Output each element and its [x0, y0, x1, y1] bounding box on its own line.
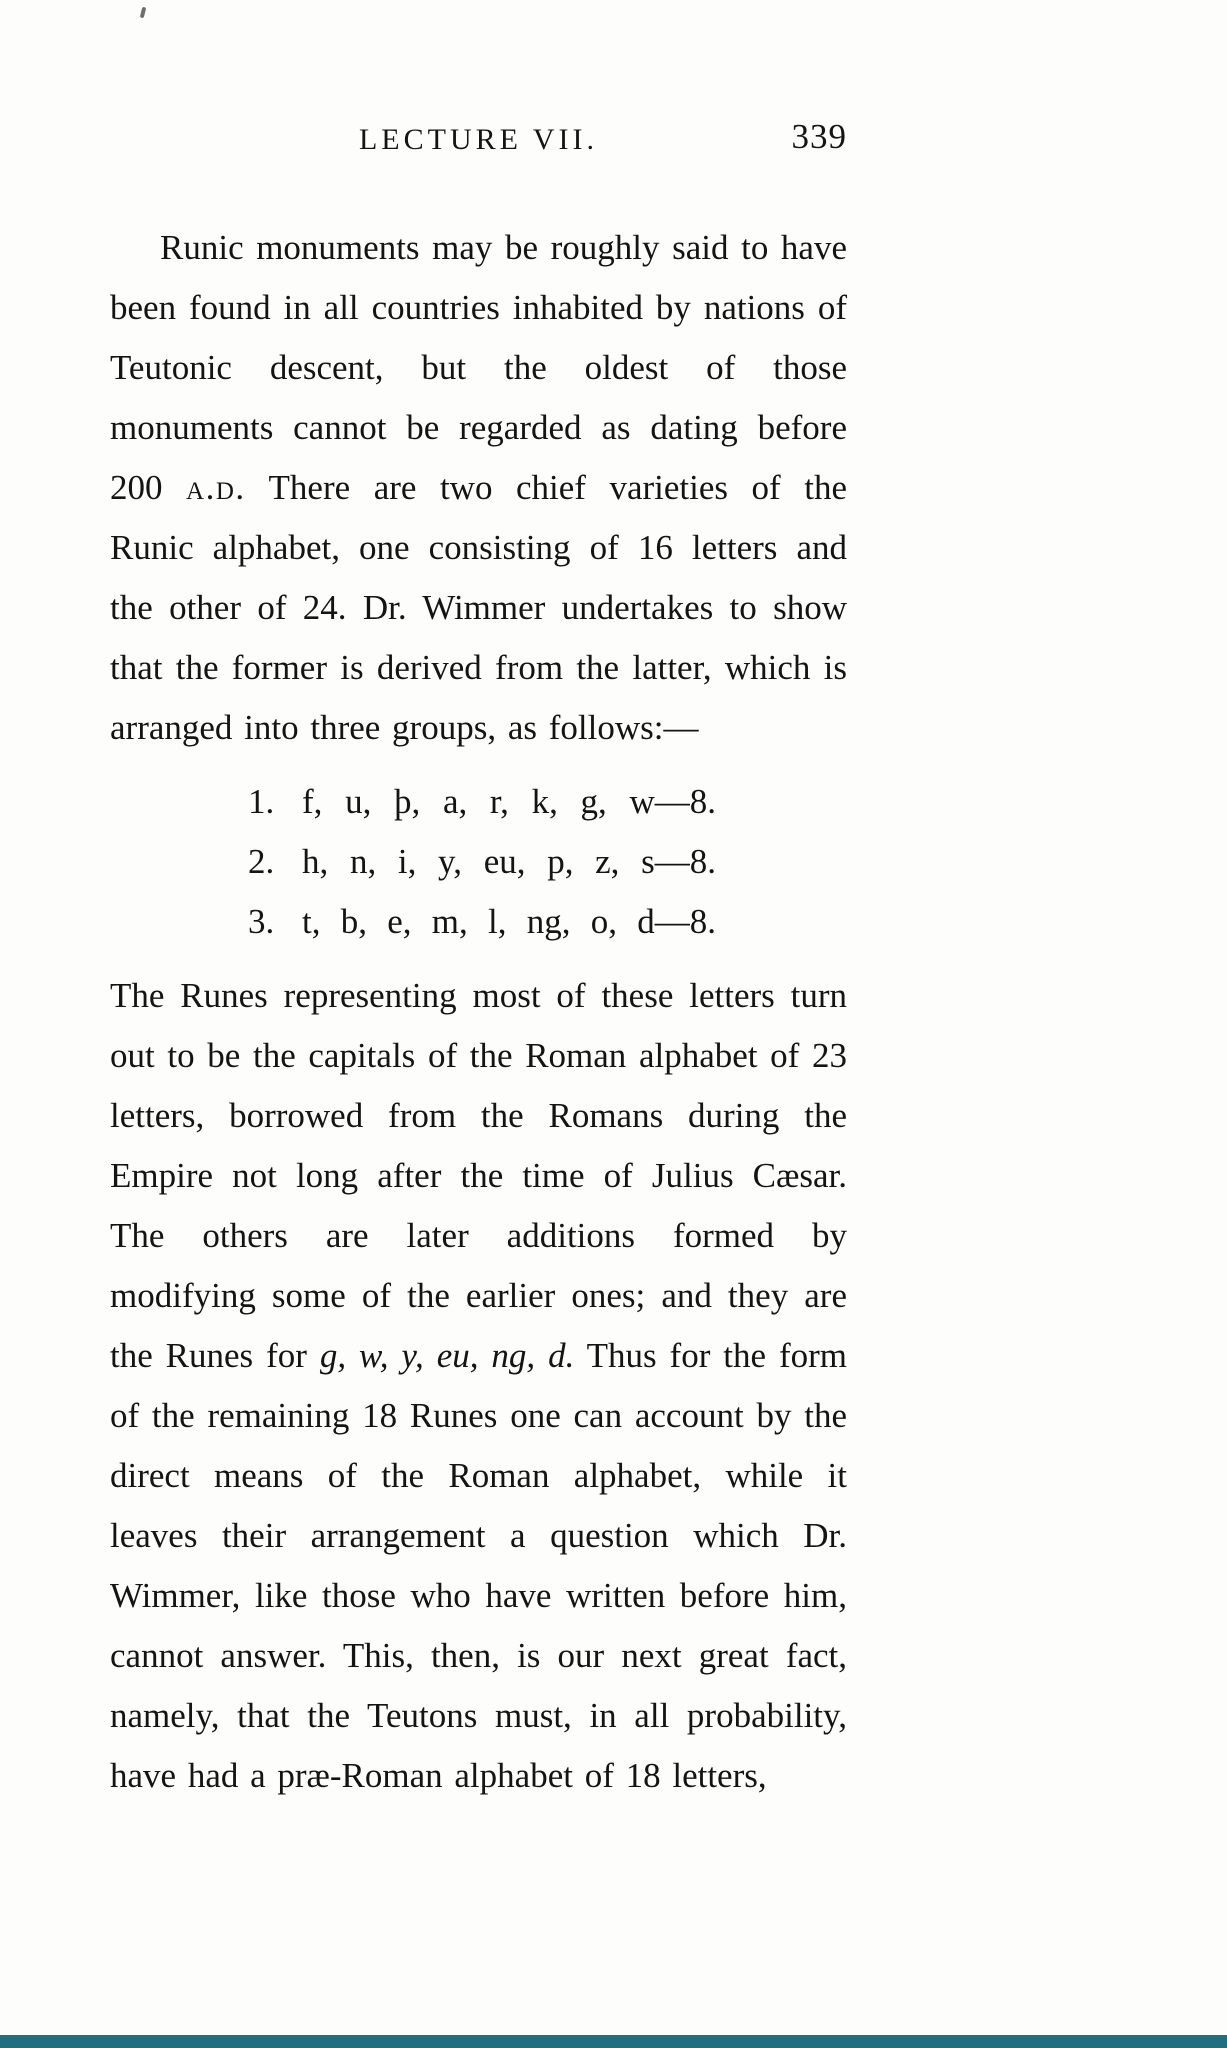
rune-group-number: 3. [248, 902, 275, 941]
paragraph-1-text-continued: There are two chief varieties of the Runic alphabet, one consisting of 16 letters and the other of 24. Dr. Wimmer undertakes to show that the former is derived from the latter, which is arranged into three groups, as follows:— [110, 468, 847, 747]
rune-group-number: 1. [248, 782, 275, 821]
paragraph-2-text: The Runes representing most of these letters turn out to be the capitals of the Roman alphabet of 23 letters, borrowed from the Romans during the Empire not long after the time of Julius Cæsar. The others are later additions formed by modifying some of the earlier ones; and they are the Runes for [110, 976, 847, 1375]
rune-letters-italic-text: g, w, y, eu, ng, d. [319, 1336, 575, 1375]
running-header [110, 117, 847, 160]
paragraph-2 [110, 966, 847, 1806]
rune-group-letters: h, n, i, y, eu, p, z, s—8. [302, 842, 716, 881]
ad-smallcaps-text: a.d. [186, 468, 246, 507]
footer-color-bar [0, 2035, 1227, 2048]
rune-group-number: 2. [248, 842, 275, 881]
page-content [110, 117, 847, 1806]
rune-group-letters: f, u, þ, a, r, k, g, w—8. [302, 782, 716, 821]
scan-artifact-mark [140, 7, 147, 19]
paragraph-1-text: Runic monuments may be roughly said to have been found in all countries inhabited by nations of Teutonic descent, but the oldest of those monuments cannot be regarded as dating before 200 [110, 228, 847, 507]
running-title: LECTURE VII. [358, 123, 599, 156]
rune-group-row-3 [248, 892, 847, 952]
paragraph-2-text-continued: Thus for the form of the remaining 18 Runes one can account by the direct means of the Roman alphabet, while it leaves their arrangement a question which Dr. Wimmer, like those who have written before him, cannot answer. This, then, is our next great fact, namely, that the Teutons must, in all probability, have had a præ-Roman alphabet of 18 letters, [110, 1336, 847, 1795]
paragraph-1 [110, 218, 847, 758]
rune-groups-list [248, 772, 847, 952]
page-number: 339 [791, 117, 847, 156]
rune-group-row-1 [248, 772, 847, 832]
rune-group-row-2 [248, 832, 847, 892]
rune-group-letters: t, b, e, m, l, ng, o, d—8. [302, 902, 716, 941]
